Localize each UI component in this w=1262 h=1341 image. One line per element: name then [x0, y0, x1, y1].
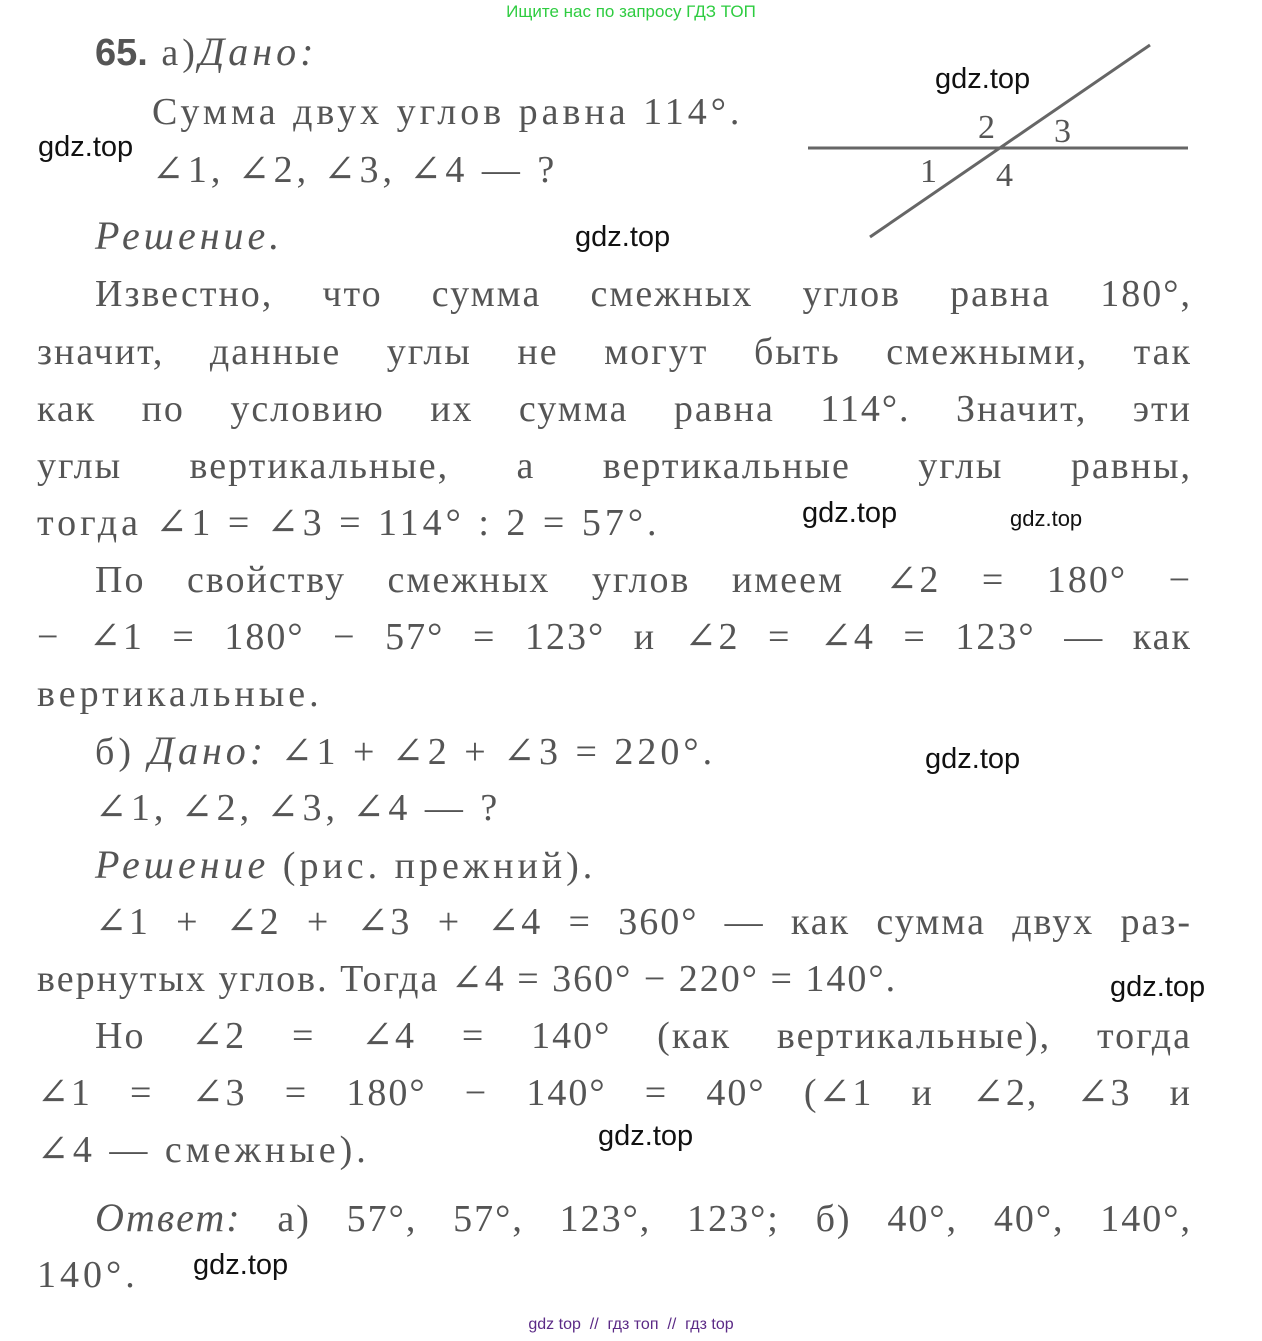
given-label: Дано: — [148, 728, 268, 773]
footer-links: gdz top // гдз топ // гдз top — [528, 1316, 734, 1333]
solution-line: вернутых углов. Тогда ∠4 = 360° − 220° = 140°. — [37, 958, 898, 1000]
solution-line: ∠4 — смежные). — [37, 1129, 370, 1171]
solution-note: (рис. прежний). — [282, 845, 597, 887]
find-a: ∠1, ∠2, ∠3, ∠4 — ? — [152, 149, 559, 191]
find-b: ∠1, ∠2, ∠3, ∠4 — ? — [95, 787, 502, 829]
solution-label: Решение. — [95, 213, 284, 258]
part-a-label: а) — [161, 32, 199, 74]
solution-line: углы вертикальные, а вертикальные углы равны, — [37, 445, 1192, 487]
part-b-label: б) — [95, 731, 135, 773]
answer-label: Ответ: — [95, 1195, 242, 1240]
answer-line — [95, 1196, 1192, 1241]
given-label: Дано: — [198, 29, 318, 74]
solution-line: По свойству смежных углов имеем ∠2 = 180° − — [95, 559, 1192, 601]
watermark: gdz.top — [802, 497, 898, 529]
given-a: Сумма двух углов равна 114°. — [152, 91, 744, 133]
problem-heading — [95, 30, 317, 75]
solution-line: ∠1 + ∠2 + ∠3 + ∠4 = 360° — как сумма двух раз- — [95, 901, 1192, 943]
watermark: gdz.top — [925, 743, 1021, 775]
solution-line: Но ∠2 = ∠4 = 140° (как вертикальные), тогда — [95, 1015, 1192, 1057]
watermark: gdz.top — [1010, 506, 1083, 531]
answer-text: а) 57°, 57°, 123°, 123°; б) 40°, 40°, 140°, — [277, 1198, 1192, 1240]
solution-line: Известно, что сумма смежных углов равна 180°, — [95, 273, 1192, 315]
solution-line: как по условию их сумма равна 114°. Значит, эти — [37, 388, 1192, 430]
watermark: gdz.top — [935, 63, 1031, 95]
watermark: gdz.top — [38, 131, 134, 163]
solution-label: Решение — [95, 842, 270, 887]
solution-line: ∠1 = ∠3 = 180° − 140° = 40° (∠1 и ∠2, ∠3 и — [37, 1072, 1192, 1114]
solution-line: вертикальные. — [37, 673, 323, 715]
problem-number: 65. — [95, 32, 148, 74]
solution-line: значит, данные углы не могут быть смежными, так — [37, 331, 1192, 373]
search-banner: Ищите нас по запросу ГДЗ ТОП — [506, 2, 756, 21]
label-angle-3: 3 — [1054, 113, 1071, 150]
label-angle-1: 1 — [920, 153, 937, 190]
watermark: gdz.top — [598, 1120, 694, 1152]
given-b — [95, 729, 716, 774]
solution-b-heading — [95, 843, 596, 888]
watermark: gdz.top — [575, 221, 671, 253]
watermark: gdz.top — [193, 1249, 289, 1281]
solution-line: − ∠1 = 180° − 57° = 123° и ∠2 = ∠4 = 123° — как — [37, 616, 1192, 658]
answer-continuation: 140°. — [37, 1254, 139, 1296]
solution-line: тогда ∠1 = ∠3 = 114° : 2 = 57°. — [37, 502, 661, 544]
label-angle-4: 4 — [996, 157, 1013, 194]
label-angle-2: 2 — [978, 109, 995, 146]
given-b-text: ∠1 + ∠2 + ∠3 = 220°. — [280, 731, 717, 773]
watermark: gdz.top — [1110, 971, 1206, 1003]
